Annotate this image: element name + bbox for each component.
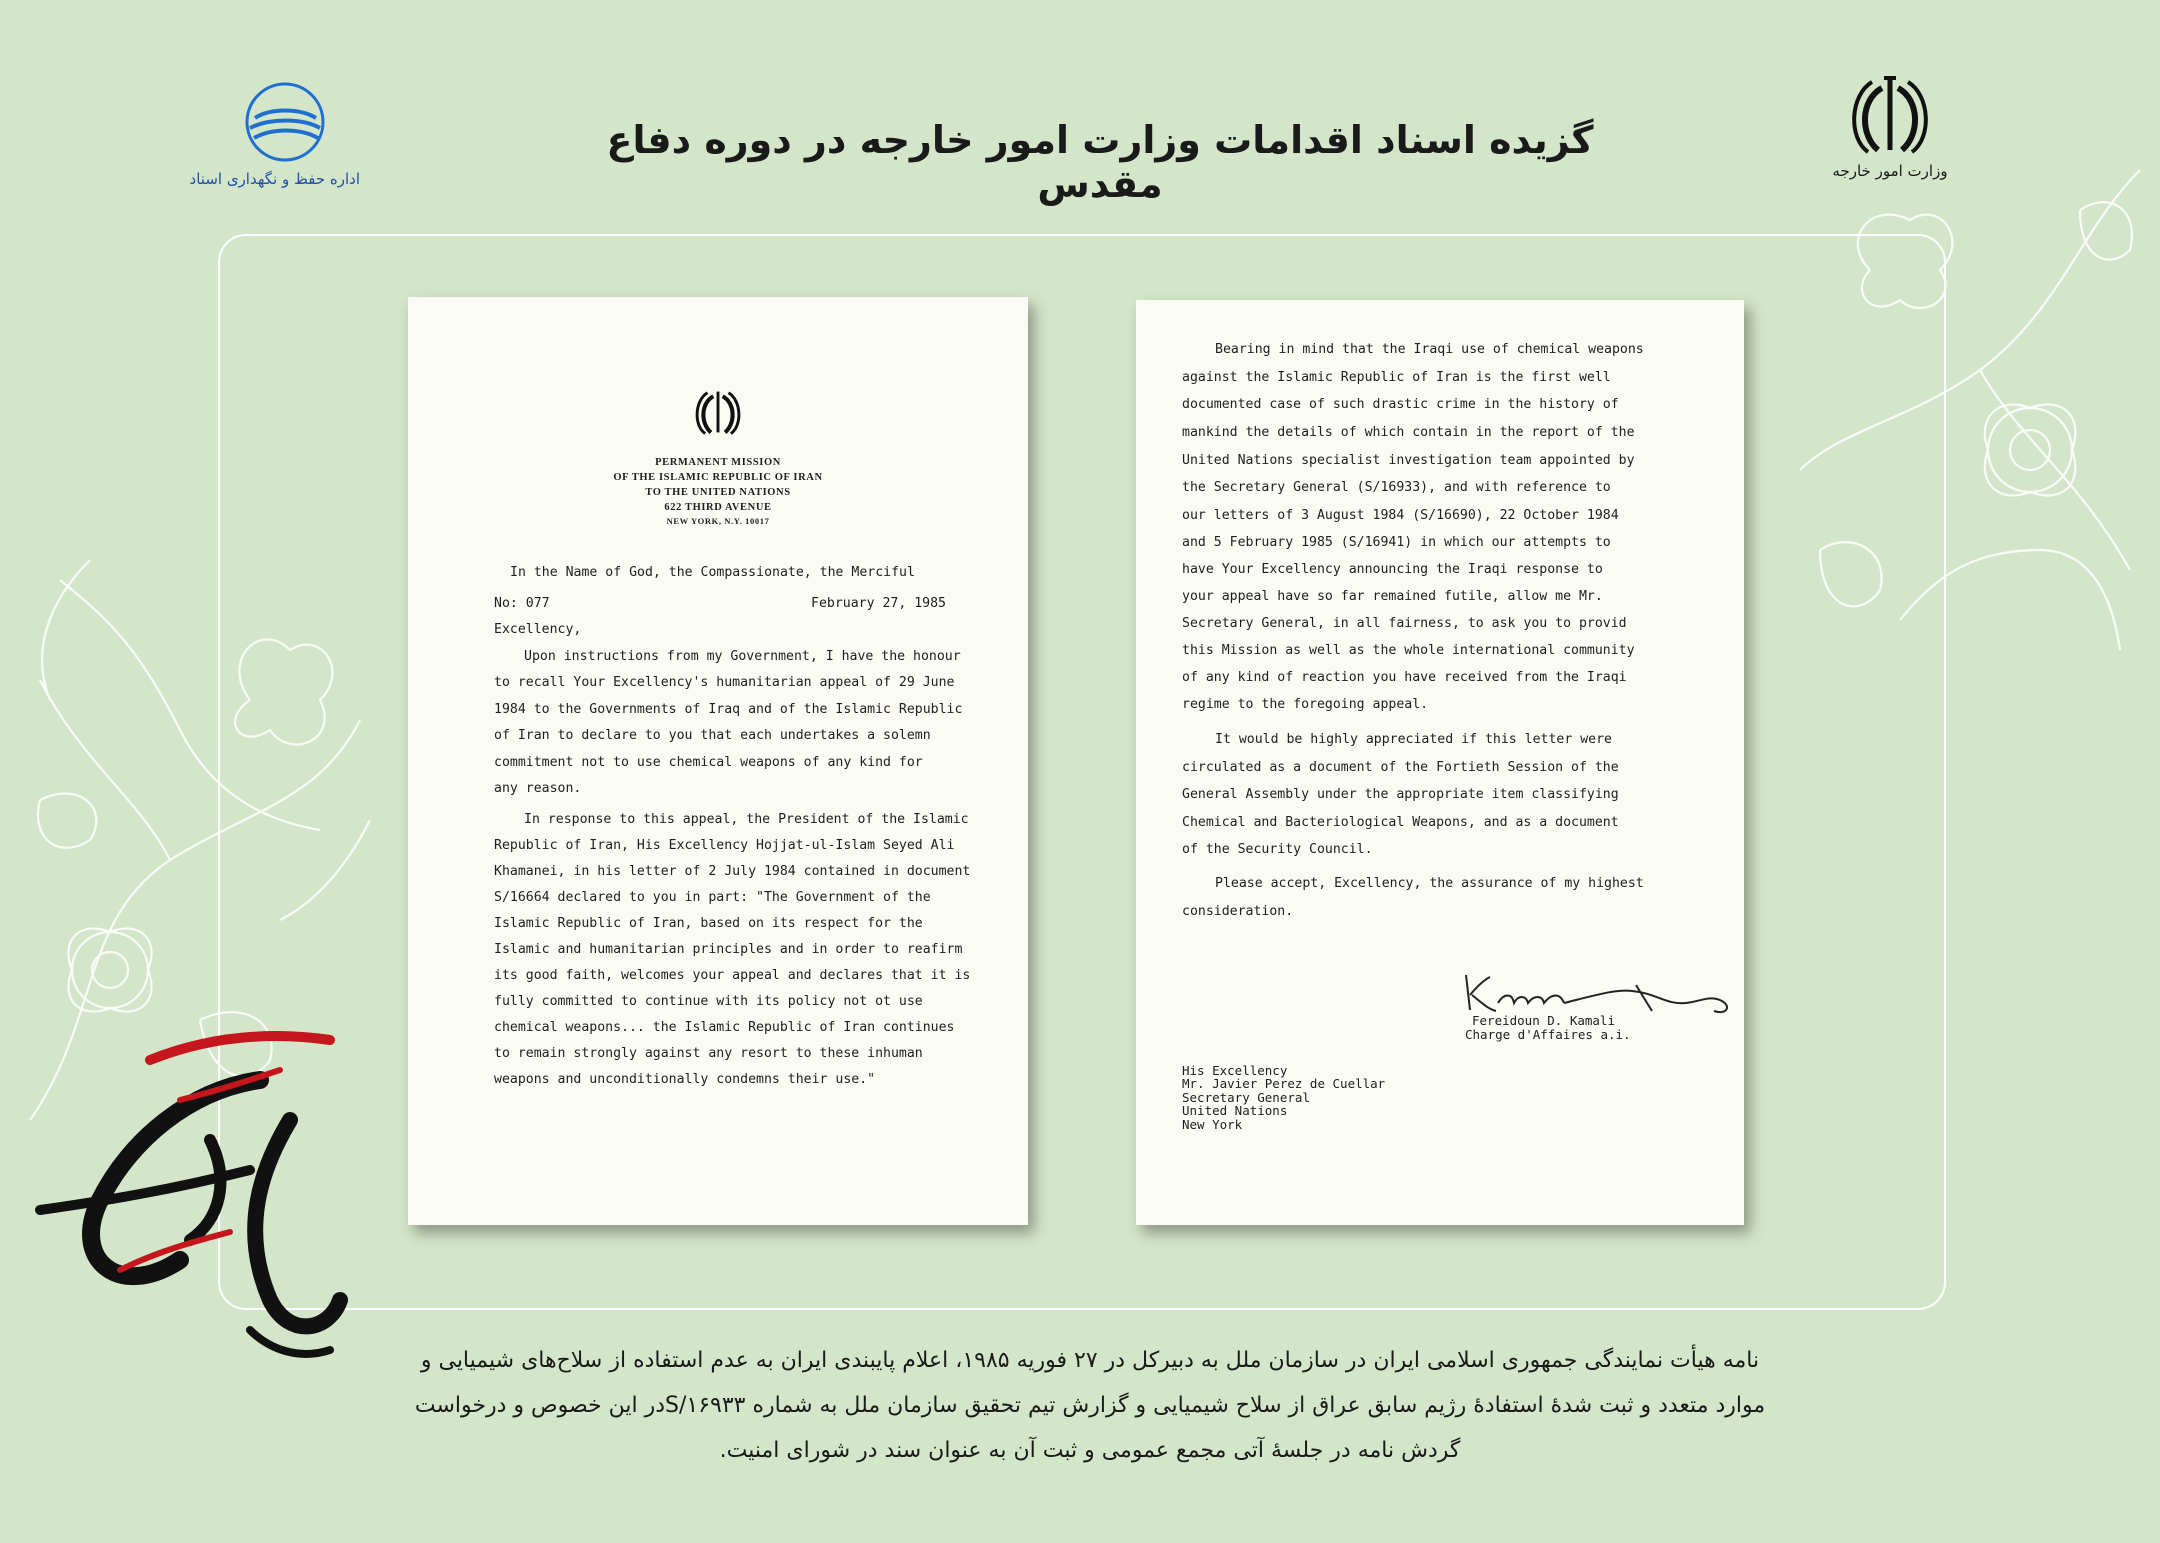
body-line: against the Islamic Republic of Iran is the first well xyxy=(1182,370,1611,385)
water-wave-icon xyxy=(210,78,360,168)
body-line: circulated as a document of the Fortieth Session of the xyxy=(1182,760,1619,775)
body-line: Please accept, Excellency, the assurance of my highest xyxy=(1215,876,1644,891)
letterhead-line: 622 THIRD AVENUE xyxy=(664,502,772,513)
body-line: of any kind of reaction you have received from the Iraqi xyxy=(1182,670,1627,685)
letterhead-line: PERMANENT MISSION xyxy=(655,457,781,468)
body-line: fully committed to continue with its policy not ot use xyxy=(494,994,923,1009)
invocation: In the Name of God, the Compassionate, the Merciful xyxy=(510,565,915,580)
body-line: commitment not to use chemical weapons of any kind for xyxy=(494,755,923,770)
body-line: your appeal have so far remained futile, allow me Mr. xyxy=(1182,589,1603,604)
letter-page-2 xyxy=(1136,300,1744,1225)
body-line: Republic of Iran, His Excellency Hojjat-ul-Islam Seyed Ali xyxy=(494,838,955,853)
body-line: Chemical and Bacteriological Weapons, and as a document xyxy=(1182,815,1619,830)
body-line: chemical weapons... the Islamic Republic of Iran continues xyxy=(494,1020,955,1035)
calligraphy-logo xyxy=(30,1000,380,1380)
greeting: Excellency, xyxy=(494,622,582,637)
body-line: Bearing in mind that the Iraqi use of chemical weapons xyxy=(1215,342,1644,357)
letterhead-line: TO THE UNITED NATIONS xyxy=(645,487,791,498)
body-line: weapons and unconditionally condemns their use." xyxy=(494,1072,876,1087)
body-line: of Iran to declare to you that each undertakes a solemn xyxy=(494,728,931,743)
reference-number: No: 077 xyxy=(494,596,550,611)
signer-title: Charge d'Affaires a.i. xyxy=(1465,1027,1631,1042)
body-line: any reason. xyxy=(494,781,582,796)
body-line: this Mission as well as the whole international community xyxy=(1182,643,1635,658)
body-line: It would be highly appreciated if this letter were xyxy=(1215,732,1612,747)
caption-line: موارد متعدد و ثبت شدهٔ استفادهٔ رژیم سابق عراق از سلاح شیمیایی و گزارش تیم تحقیق سازمان ملل به شماره S/۱۶۹۳۳در این خصوص و درخواست xyxy=(414,1393,1766,1418)
letter-date: February 27, 1985 xyxy=(811,596,946,611)
body-line: to recall Your Excellency's humanitarian appeal of 29 June xyxy=(494,675,955,690)
addressee-line: His Excellency xyxy=(1182,1063,1288,1078)
document-caption xyxy=(360,1338,1820,1473)
body-line: to remain strongly against any resort to these inhuman xyxy=(494,1046,923,1061)
caption-line: نامه هیأت نمایندگی جمهوری اسلامی ایران در سازمان ملل به دبیرکل در ۲۷ فوریه ۱۹۸۵، اعلام پایبندی ایران به عدم استفاده از سلاح‌های شیمیایی و xyxy=(420,1348,1760,1373)
letterhead-line: OF THE ISLAMIC REPUBLIC OF IRAN xyxy=(613,472,823,483)
body-line: documented case of such drastic crime in the history of xyxy=(1182,397,1619,412)
body-line: the Secretary General (S/16933), and with reference to xyxy=(1182,480,1611,495)
body-line: its good faith, welcomes your appeal and declares that it is xyxy=(494,968,971,983)
body-line: consideration. xyxy=(1182,904,1294,919)
body-line: United Nations specialist investigation team appointed by xyxy=(1182,453,1635,468)
signer-name: Fereidoun D. Kamali xyxy=(1472,1013,1615,1028)
calligraphy-art xyxy=(30,1000,380,1380)
addressee-line: New York xyxy=(1182,1117,1243,1132)
ministry-logo xyxy=(1830,70,1950,195)
body-line: mankind the details of which contain in the report of the xyxy=(1182,425,1635,440)
body-line: of the Security Council. xyxy=(1182,842,1373,857)
body-line: our letters of 3 August 1984 (S/16690), 22 October 1984 xyxy=(1182,508,1619,523)
body-line: Secretary General, in all fairness, to ask you to provid xyxy=(1182,616,1627,631)
ministry-logo-text: وزارت امور خارجه xyxy=(1832,162,1948,180)
body-line: 1984 to the Governments of Iraq and of the Islamic Republic xyxy=(494,702,963,717)
letter-page-1 xyxy=(408,297,1028,1225)
body-line: and 5 February 1985 (S/16941) in which our attempts to xyxy=(1182,535,1611,550)
body-line: General Assembly under the appropriate item classifying xyxy=(1182,787,1619,802)
page-title: گزیده اسناد اقدامات وزارت امور خارجه در دوره دفاع مقدس xyxy=(606,118,1594,206)
iran-emblem-icon xyxy=(1830,70,1950,160)
addressee-line: Secretary General xyxy=(1182,1090,1310,1105)
addressee-line: United Nations xyxy=(1182,1103,1288,1118)
body-line: Khamanei, in his letter of 2 July 1984 contained in document xyxy=(494,864,971,879)
addressee-line: Mr. Javier Perez de Cuellar xyxy=(1182,1076,1386,1091)
caption-line: گردش نامه در جلسهٔ آتی مجمع عمومی و ثبت آن به عنوان سند در شورای امنیت. xyxy=(719,1438,1461,1463)
body-line: S/16664 declared to you in part: "The Government of the xyxy=(494,890,931,905)
body-line: In response to this appeal, the President of the Islamic xyxy=(524,812,969,827)
body-line: Upon instructions from my Government, I have the honour xyxy=(524,649,961,664)
body-line: have Your Excellency announcing the Iraqi response to xyxy=(1182,562,1603,577)
letterhead-line: NEW YORK, N.Y. 10017 xyxy=(666,516,770,526)
archives-logo xyxy=(189,78,360,198)
archives-logo-text: اداره حفظ و نگهداری اسناد xyxy=(189,170,360,188)
body-line: Islamic Republic of Iran, based on its respect for the xyxy=(494,916,923,931)
body-line: Islamic and humanitarian principles and in order to reafirm xyxy=(494,942,963,957)
body-line: regime to the foregoing appeal. xyxy=(1182,697,1429,712)
